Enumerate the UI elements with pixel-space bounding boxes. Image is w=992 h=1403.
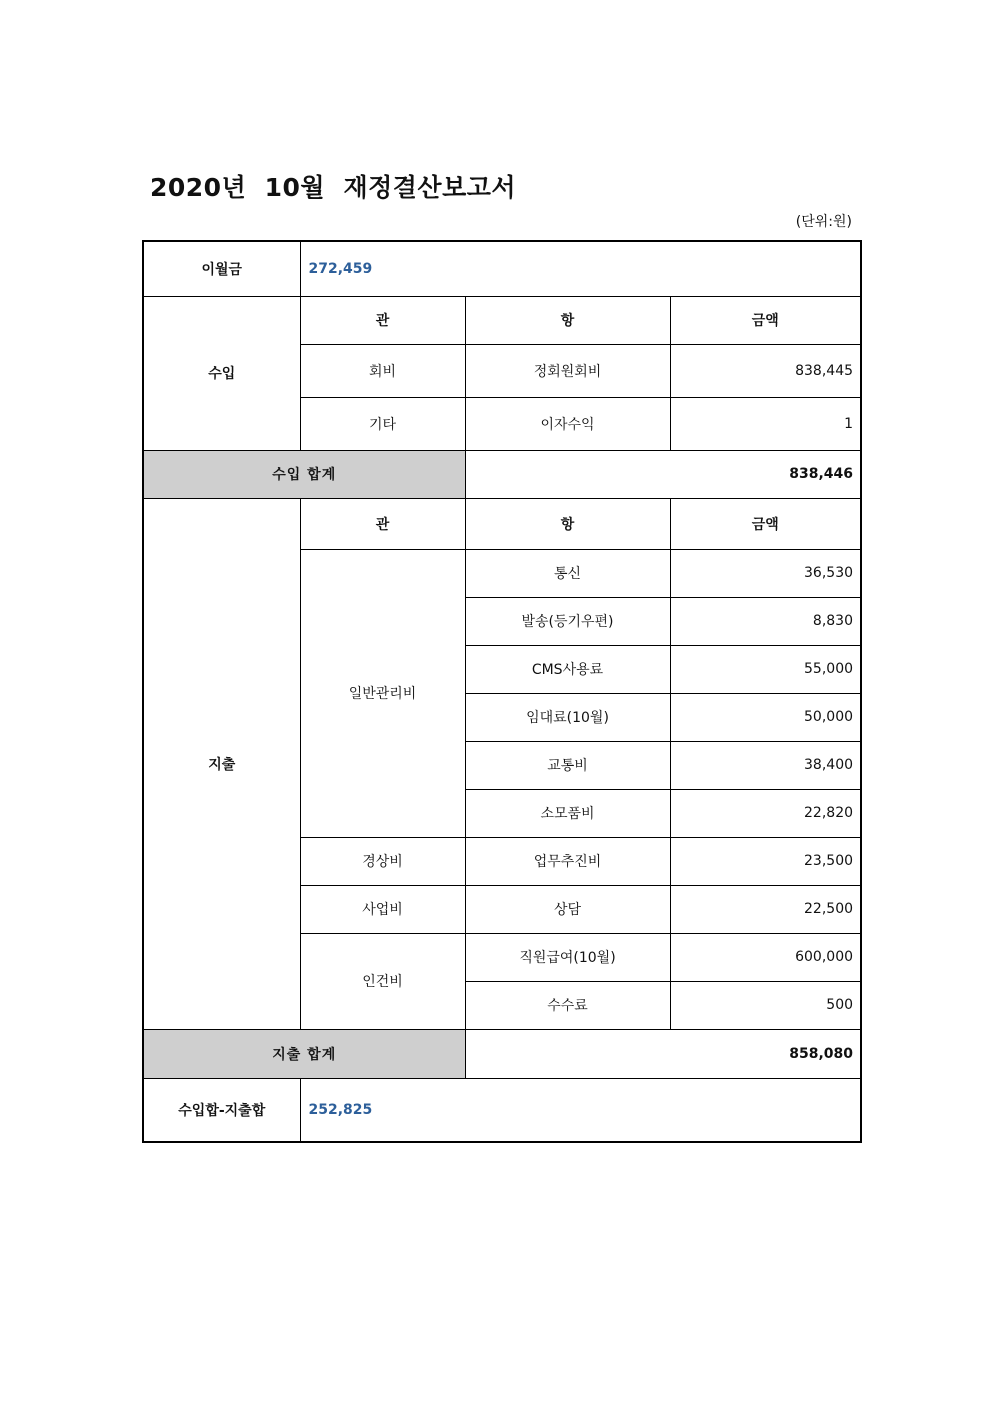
- expense-amount: 500: [670, 981, 861, 1029]
- expense-amount: 38,400: [670, 741, 861, 789]
- income-gwan: 기타: [300, 397, 465, 450]
- income-header-amount: 금액: [670, 296, 861, 344]
- expense-hang: 상담: [465, 885, 670, 933]
- expense-label: 지출: [143, 498, 300, 1029]
- expense-amount: 22,500: [670, 885, 861, 933]
- balance-value: 252,825: [300, 1078, 861, 1142]
- income-hang: 정회원회비: [465, 344, 670, 397]
- income-header-gwan: 관: [300, 296, 465, 344]
- expense-hang: CMS사용료: [465, 645, 670, 693]
- unit-label: (단위:원): [795, 214, 852, 230]
- expense-amount: 600,000: [670, 933, 861, 981]
- expense-gwan: 사업비: [300, 885, 465, 933]
- expense-hang: 임대료(10월): [465, 693, 670, 741]
- expense-header-row: [143, 498, 861, 549]
- income-total-label: 수입 합계: [143, 450, 465, 498]
- income-total-row: [143, 450, 861, 498]
- expense-header-hang: 항: [465, 498, 670, 549]
- expense-hang: 통신: [465, 549, 670, 597]
- expense-header-gwan: 관: [300, 498, 465, 549]
- expense-hang: 교통비: [465, 741, 670, 789]
- income-header-row: [143, 296, 861, 344]
- carryover-value: 272,459: [300, 241, 861, 296]
- report-title: 2020년 10월 재정결산보고서: [150, 173, 517, 202]
- expense-hang: 소모품비: [465, 789, 670, 837]
- expense-total-value: 858,080: [465, 1029, 861, 1078]
- balance-row: [143, 1078, 861, 1142]
- income-header-hang: 항: [465, 296, 670, 344]
- income-amount: 1: [670, 397, 861, 450]
- balance-label: 수입합-지출합: [143, 1078, 300, 1142]
- expense-amount: 23,500: [670, 837, 861, 885]
- income-total-value: 838,446: [465, 450, 861, 498]
- expense-gwan: 경상비: [300, 837, 465, 885]
- expense-header-amount: 금액: [670, 498, 861, 549]
- expense-gwan: 인건비: [300, 933, 465, 1029]
- expense-amount: 50,000: [670, 693, 861, 741]
- carryover-row: [143, 241, 861, 296]
- income-hang: 이자수익: [465, 397, 670, 450]
- income-gwan: 회비: [300, 344, 465, 397]
- expense-amount: 36,530: [670, 549, 861, 597]
- income-label: 수입: [143, 296, 300, 450]
- expense-hang: 업무추진비: [465, 837, 670, 885]
- expense-amount: 8,830: [670, 597, 861, 645]
- expense-gwan: 일반관리비: [300, 549, 465, 837]
- expense-hang: 발송(등기우편): [465, 597, 670, 645]
- expense-total-row: [143, 1029, 861, 1078]
- expense-hang: 수수료: [465, 981, 670, 1029]
- carryover-label: 이월금: [143, 241, 300, 296]
- expense-total-label: 지출 합계: [143, 1029, 465, 1078]
- income-amount: 838,445: [670, 344, 861, 397]
- financial-report-table: [142, 240, 862, 1143]
- expense-hang: 직원급여(10월): [465, 933, 670, 981]
- expense-amount: 22,820: [670, 789, 861, 837]
- expense-amount: 55,000: [670, 645, 861, 693]
